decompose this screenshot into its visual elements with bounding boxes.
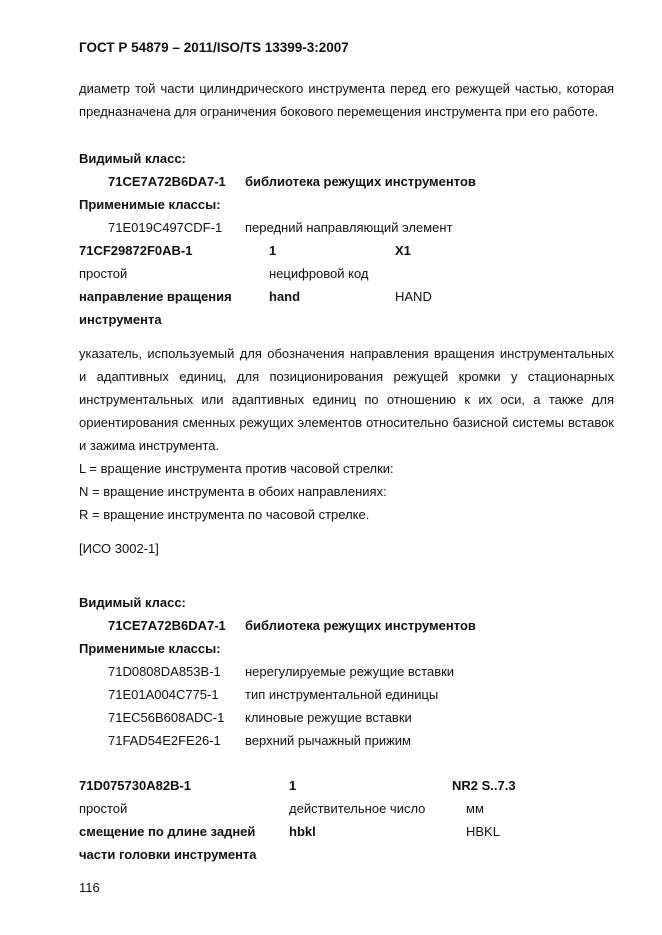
property-datatype: действительное число	[289, 801, 426, 816]
applicable-class-name: клиновые режущие вставки	[245, 710, 412, 725]
property-version: 1	[289, 778, 297, 793]
property-symbol: hbkl	[289, 824, 316, 839]
property-short-name: HBKL	[466, 824, 500, 839]
visible-class-label: Видимый класс:	[79, 151, 186, 166]
property-version: 1	[269, 243, 277, 258]
property-short-name: HAND	[395, 289, 432, 304]
applicable-class-name: нерегулируемые режущие вставки	[245, 664, 455, 679]
source-reference: [ИСО 3002-1]	[79, 541, 159, 556]
property-code: 71D075730A82B-1	[79, 778, 192, 793]
property-unit: мм	[466, 801, 484, 816]
intro-paragraph: диаметр той части цилиндрического инструмента перед его режущей частью, которая предназначена для ограничения бокового перемещения инструмента при его работе.	[79, 81, 614, 119]
property-type: простой	[79, 801, 128, 816]
applicable-class-name: верхний рычажный прижим	[245, 733, 411, 748]
visible-class-code: 71CE7A72B6DA7-1	[108, 174, 226, 189]
property-definition: указатель, используемый для обозначения направления вращения инструментальных и адаптивных единиц, для позиционирования режущей кромки у стационарных инструментальных или адаптивных единиц по отношению к их оси, а также для ориентирования сменных режущих элементов относительно базисной системы вставок и зажима инструмента.	[79, 346, 614, 453]
property-code: 71CF29872F0AB-1	[79, 243, 193, 258]
applicable-class-name: передний направляющий элемент	[245, 220, 453, 235]
document-header: ГОСТ Р 54879 – 2011/ISO/TS 13399-3:2007	[79, 40, 349, 55]
property-name-continued: части головки инструмента	[79, 847, 257, 862]
applicable-class-code: 71FAD54E2FE26-1	[108, 733, 221, 748]
visible-class-name: библиотека режущих инструментов	[245, 618, 476, 633]
property-reference: X1	[395, 243, 411, 258]
visible-class-name: библиотека режущих инструментов	[245, 174, 476, 189]
applicable-classes-label: Применимые классы:	[79, 641, 221, 656]
applicable-class-code: 71D0808DA853B-1	[108, 664, 221, 679]
property-name: смещение по длине задней	[79, 824, 256, 839]
applicable-class-code: 71E01A004C775-1	[108, 687, 219, 702]
visible-class-label: Видимый класс:	[79, 595, 186, 610]
applicable-class-code: 71EC56B608ADC-1	[108, 710, 225, 725]
page-number: 116	[79, 880, 100, 895]
property-reference: NR2 S..7.3	[452, 778, 516, 793]
value-item: R = вращение инструмента по часовой стрелке.	[79, 507, 370, 522]
property-symbol: hand	[269, 289, 301, 304]
value-item: L = вращение инструмента против часовой стрелки:	[79, 461, 394, 476]
property-datatype: нецифровой код	[269, 266, 369, 281]
visible-class-code: 71CE7A72B6DA7-1	[108, 618, 226, 633]
property-name-continued: инструмента	[79, 312, 162, 327]
property-type: простой	[79, 266, 128, 281]
applicable-class-code: 71E019C497CDF-1	[108, 220, 223, 235]
applicable-classes-label: Применимые классы:	[79, 197, 221, 212]
value-item: N = вращение инструмента в обоих направлениях:	[79, 484, 387, 499]
property-name: направление вращения	[79, 289, 232, 304]
applicable-class-name: тип инструментальной единицы	[245, 687, 439, 702]
